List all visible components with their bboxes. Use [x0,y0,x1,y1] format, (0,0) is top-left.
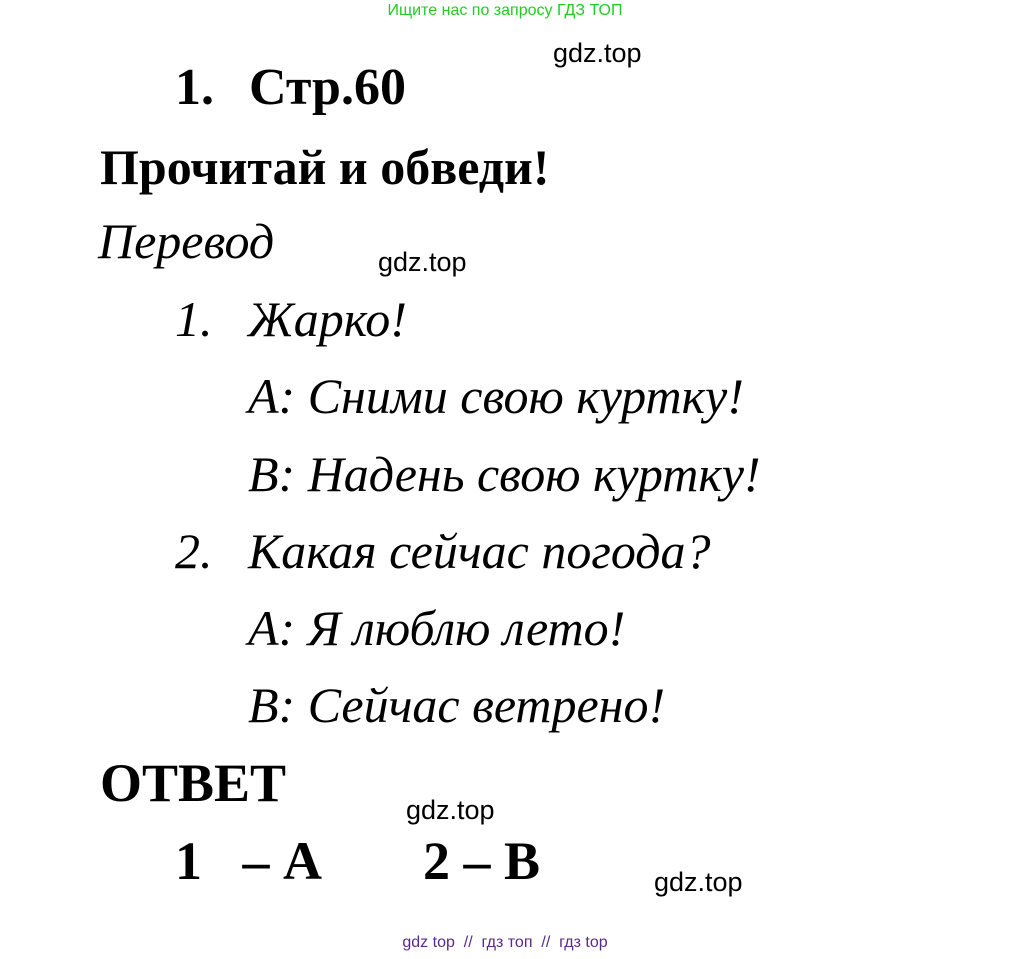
task-title: Прочитай и обведи! [100,139,550,195]
answer-item-2: 2 – В [423,831,541,891]
question-2-option-a: А: Я люблю лето! [248,600,626,656]
question-2-option-b: В: Сейчас ветрено! [248,677,666,733]
watermark: gdz.top [654,867,743,897]
answer-line [175,830,540,892]
question-1-text: Жарко! [248,291,407,347]
watermark: gdz.top [406,795,495,825]
answer-item-1: 1 – А [175,831,322,891]
watermark: gdz.top [378,247,467,277]
question-2 [175,522,711,580]
page-heading [175,58,406,117]
question-1 [175,290,407,348]
translation-label: Перевод [98,213,275,269]
question-1-number: 1. [175,291,213,347]
watermark: gdz.top [553,38,642,68]
footer-links: gdz top // гдз топ // гдз top [402,934,608,951]
answer-title: ОТВЕТ [100,753,287,813]
page-heading-number: 1. [175,59,214,116]
question-2-number: 2. [175,523,213,579]
question-2-text: Какая сейчас погода? [248,523,711,579]
question-1-option-a: А: Сними свою куртку! [248,368,744,424]
top-banner: Ищите нас по запросу ГДЗ ТОП [387,2,623,19]
page-heading-text: Стр.60 [249,59,406,116]
question-1-option-b: В: Надень свою куртку! [248,446,761,502]
